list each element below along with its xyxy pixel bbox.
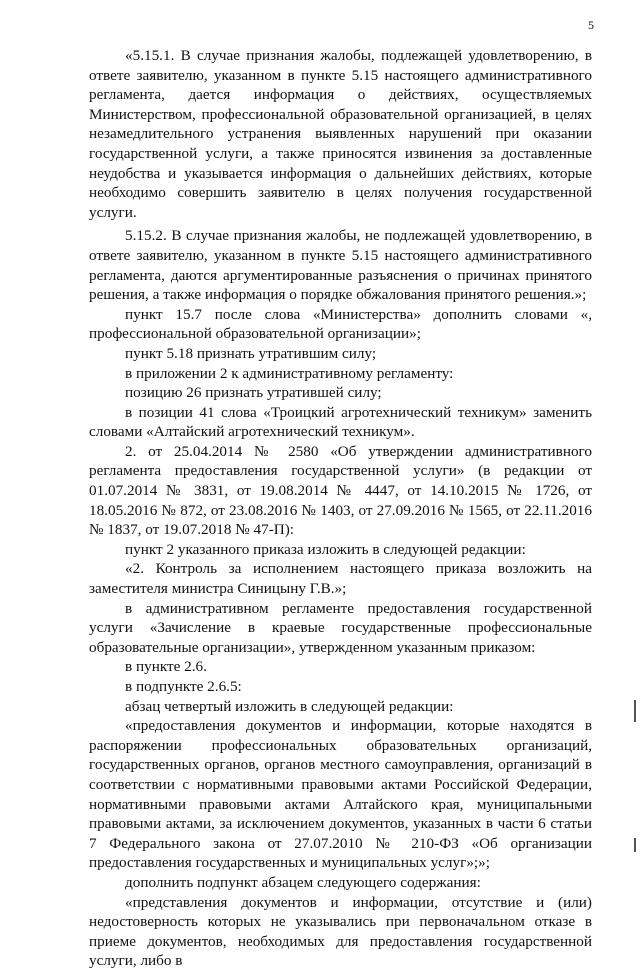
document-body <box>89 46 592 971</box>
paragraph-representation: «представления документов и информации, отсутствие и (или) недостоверность которых не указывались при первоначальном отказе в приеме документов, необходимых для предоставления государственной услуги, либо в <box>89 893 592 970</box>
scan-artifact-mark <box>634 838 636 852</box>
paragraph-item-2-6: в пункте 2.6. <box>125 658 207 676</box>
paragraph-regulation: в административном регламенте предоставления государственной услуги «Зачисление в краевые государственные профессиональные образовательные организации», утвержденном указанным приказом: <box>89 599 592 656</box>
paragraph-documents-provision: «предоставления документов и информации, которые находятся в распоряжении профессиональных образовательных организаций, государственных органов, органов местного самоуправления, организаций в соответствии с нормативными правовыми актами Российской Федерации, нормативными правовыми актами Алтайского края, муниципальными правовыми актами, за исключением документов, указанных в части 6 статьи 7 Федерального закона от 27.07.2010 № 210-ФЗ «Об организации предоставления государственных и муниципальных услуг»;»; <box>89 717 592 872</box>
paragraph-5-15-2: 5.15.2. В случае признания жалобы, не подлежащей удовлетворению, в ответе заявителю, указанном в пункте 5.15 настоящего административного регламента, даются аргументированные разъяснения о причинах принятого решения, а также информация о порядке обжалования принятого решения.»; <box>89 227 592 304</box>
paragraph-order-2580: 2. от 25.04.2014 № 2580 «Об утверждении административного регламента предоставления государственной услуги» (в редакции от 01.07.2014 № 3831, от 19.08.2014 № 4447, от 14.10.2015 № 1726, от 18.05.2016 № 872, от 23.08.2016 № 1403, от 27.09.2016 № 1565, от 22.11.2016 № 1837, от 19.07.2018 № 47-П): <box>89 442 592 539</box>
paragraph-supplement: дополнить подпункт абзацем следующего содержания: <box>125 873 481 891</box>
page-number: 5 <box>588 18 594 32</box>
paragraph-appendix-2: в приложении 2 к административному регламенту: <box>125 364 454 382</box>
paragraph-item-5-18: пункт 5.18 признать утратившим силу; <box>125 344 377 362</box>
paragraph-position-26: позицию 26 признать утратившей силу; <box>125 384 382 402</box>
paragraph-fourth-abzac: абзац четвертый изложить в следующей редакции: <box>125 697 454 715</box>
paragraph-item-15-7: пункт 15.7 после слова «Министерства» дополнить словами «, профессиональной образовательной организации»; <box>89 305 592 343</box>
paragraph-5-15-1: «5.15.1. В случае признания жалобы, подлежащей удовлетворению, в ответе заявителю, указанном в пункте 5.15 настоящего административного регламента, дается информация о действиях, осуществляемых Министерством, профессиональной образовательной организацией, в целях незамедлительного устранения выявленных нарушений при оказании государственной услуги, а также приносятся извинения за доставленные неудобства и указывается информация о дальнейших действиях, которые необходимо совершить заявителю в целях получения государственной услуги. <box>89 47 592 221</box>
scan-artifact-mark <box>634 700 636 722</box>
paragraph-control: «2. Контроль за исполнением настоящего приказа возложить на заместителя министра Синицыну Г.В.»; <box>89 560 592 598</box>
paragraph-position-41: в позиции 41 слова «Троицкий агротехнический техникум» заменить словами «Алтайский агротехнический техникум». <box>89 403 592 441</box>
paragraph-subitem-2-6-5: в подпункте 2.6.5: <box>125 678 242 695</box>
paragraph-item-2: пункт 2 указанного приказа изложить в следующей редакции: <box>125 540 526 558</box>
